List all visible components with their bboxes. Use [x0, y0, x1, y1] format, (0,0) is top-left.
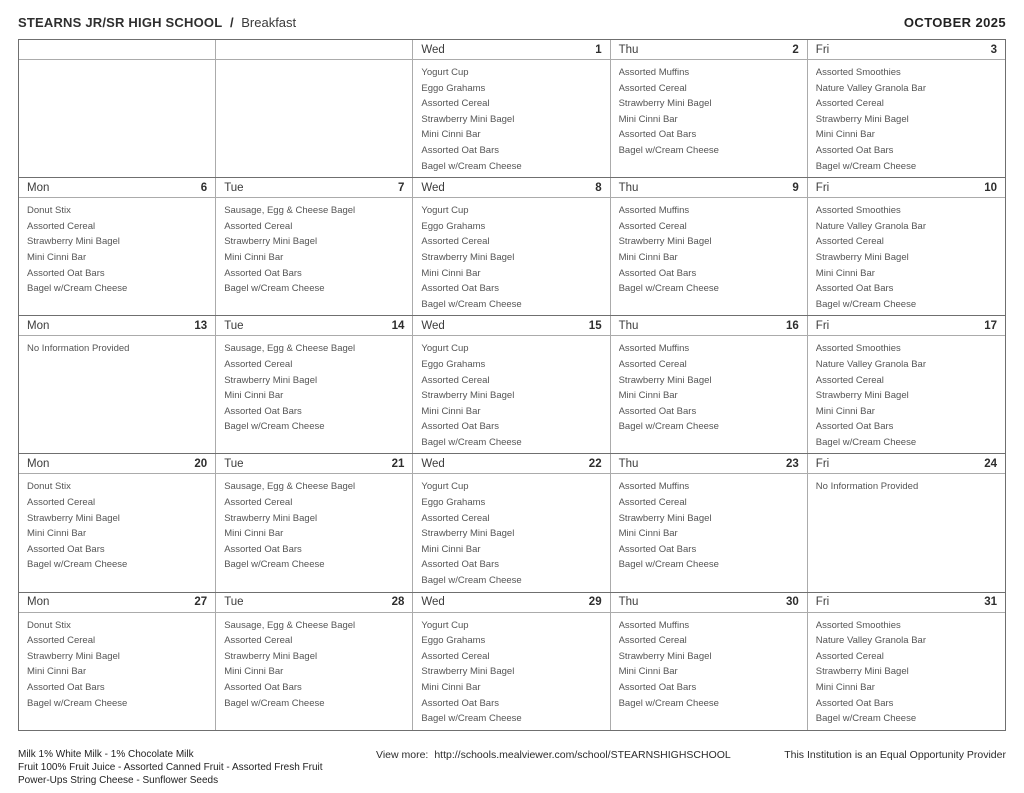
menu-item: Mini Cinni Bar — [618, 113, 678, 125]
week-row — [19, 177, 1005, 315]
menu-list — [808, 198, 1005, 315]
footer-legend-powerups: Power-Ups String Cheese - Sunflower Seeds — [18, 774, 219, 786]
day-header — [19, 454, 215, 474]
day-header — [611, 40, 807, 60]
day-cell-mon-20 — [19, 454, 216, 591]
menu-item: Assorted Cereal — [421, 374, 490, 386]
menu-item: Assorted Cereal — [815, 236, 884, 248]
day-date: 15 — [588, 319, 602, 332]
menu-item: Bagel w/Cream Cheese — [421, 713, 522, 725]
menu-item: Assorted Smoothies — [815, 205, 901, 217]
day-date: 7 — [397, 181, 405, 194]
menu-list — [216, 198, 412, 300]
day-cell-fri-3 — [808, 40, 1005, 177]
menu-item: Eggo Grahams — [421, 82, 486, 94]
menu-item: Bagel w/Cream Cheese — [815, 713, 917, 725]
menu-list — [611, 60, 807, 162]
menu-item: Bagel w/Cream Cheese — [27, 559, 128, 571]
menu-item: Assorted Oat Bars — [618, 543, 697, 555]
menu-item: Assorted Oat Bars — [815, 283, 894, 295]
menu-list — [19, 613, 215, 715]
menu-item: Assorted Muffins — [618, 343, 690, 355]
day-cell-thu-16 — [611, 316, 808, 453]
menu-item: Strawberry Mini Bagel — [421, 666, 515, 678]
menu-item: Mini Cinni Bar — [224, 528, 284, 540]
day-date: 28 — [391, 596, 405, 609]
day-name: Thu — [618, 457, 639, 470]
day-header — [413, 178, 609, 198]
day-name: Wed — [421, 181, 445, 194]
menu-item: Strawberry Mini Bagel — [618, 374, 712, 386]
menu-item: Donut Stix — [27, 205, 71, 217]
menu-item: Yogurt Cup — [421, 343, 469, 355]
menu-item: Assorted Cereal — [618, 220, 687, 232]
menu-item: Assorted Cereal — [421, 512, 490, 524]
menu-item: Mini Cinni Bar — [27, 528, 87, 540]
menu-item: Assorted Oat Bars — [618, 405, 697, 417]
day-cell-thu-2 — [611, 40, 808, 177]
day-header — [216, 316, 412, 336]
week-row — [19, 40, 1005, 177]
menu-item: Mini Cinni Bar — [27, 666, 87, 678]
menu-item: Assorted Oat Bars — [27, 682, 105, 693]
menu-item: Sausage, Egg & Cheese Bagel — [224, 619, 356, 631]
day-header — [413, 40, 609, 60]
menu-item: Strawberry Mini Bagel — [421, 390, 515, 402]
menu-item: Strawberry Mini Bagel — [815, 113, 909, 125]
menu-item: Nature Valley Granola Bar — [815, 82, 926, 94]
menu-item: Strawberry Mini Bagel — [618, 512, 712, 524]
menu-item: Mini Cinni Bar — [421, 405, 481, 417]
day-cell-tue-28 — [216, 593, 413, 730]
menu-item: Strawberry Mini Bagel — [815, 251, 909, 263]
week-row — [19, 592, 1005, 730]
menu-list — [413, 60, 609, 177]
day-name: Tue — [224, 181, 244, 194]
day-cell-tue-14 — [216, 316, 413, 453]
menu-item: Mini Cinni Bar — [815, 129, 875, 141]
day-cell-wed-22 — [413, 454, 610, 591]
week-row — [19, 315, 1005, 453]
day-cell-wed-15 — [413, 316, 610, 453]
day-name: Fri — [815, 319, 830, 332]
day-date: 10 — [984, 181, 997, 194]
menu-item: Assorted Oat Bars — [815, 144, 894, 156]
menu-item: Assorted Cereal — [27, 497, 96, 509]
menu-item: Assorted Cereal — [618, 635, 687, 647]
day-name: Tue — [224, 319, 244, 332]
day-name: Fri — [815, 181, 830, 194]
menu-item: Mini Cinni Bar — [815, 405, 875, 417]
menu-item: Strawberry Mini Bagel — [815, 390, 909, 402]
menu-item: Eggo Grahams — [421, 220, 486, 232]
menu-item: Strawberry Mini Bagel — [27, 512, 120, 524]
menu-item: Donut Stix — [27, 481, 71, 493]
menu-item: Bagel w/Cream Cheese — [224, 283, 325, 295]
menu-item: Strawberry Mini Bagel — [224, 236, 318, 248]
day-header — [216, 178, 412, 198]
menu-item: Assorted Oat Bars — [224, 682, 302, 693]
menu-item: Assorted Oat Bars — [618, 267, 697, 279]
day-header — [808, 40, 1005, 60]
menu-item: Yogurt Cup — [421, 481, 469, 493]
day-header — [413, 316, 609, 336]
menu-list — [19, 60, 215, 68]
title-separator: / — [229, 15, 234, 30]
menu-item: No Information Provided — [815, 481, 919, 493]
footer-legend-fruit: Fruit 100% Fruit Juice - Assorted Canned Fruit - Assorted Fresh Fruit — [18, 761, 323, 773]
day-name: Wed — [421, 457, 445, 470]
menu-item: Strawberry Mini Bagel — [224, 650, 318, 662]
day-name: Wed — [421, 319, 445, 332]
menu-item: Strawberry Mini Bagel — [618, 650, 712, 662]
menu-item: Strawberry Mini Bagel — [421, 528, 515, 540]
day-header — [216, 454, 412, 474]
day-date: 24 — [984, 457, 997, 470]
menu-list — [611, 474, 807, 576]
menu-list — [413, 336, 609, 453]
day-cell-thu-9 — [611, 178, 808, 315]
menu-item: Mini Cinni Bar — [421, 129, 481, 141]
menu-item: Mini Cinni Bar — [27, 251, 87, 263]
menu-list — [216, 336, 412, 438]
menu-item: Assorted Cereal — [224, 358, 293, 370]
menu-item: Assorted Oat Bars — [618, 129, 697, 141]
menu-item: Assorted Cereal — [224, 635, 293, 647]
menu-item: Strawberry Mini Bagel — [27, 236, 120, 248]
day-cell-tue-21 — [216, 454, 413, 591]
menu-item: Assorted Oat Bars — [618, 682, 697, 693]
menu-item: Nature Valley Granola Bar — [815, 220, 926, 232]
menu-item: Bagel w/Cream Cheese — [815, 436, 917, 448]
month-title: OCTOBER 2025 — [903, 15, 1006, 30]
menu-item: Nature Valley Granola Bar — [815, 635, 926, 647]
menu-item: Mini Cinni Bar — [618, 666, 678, 678]
menu-item: Bagel w/Cream Cheese — [815, 298, 917, 310]
menu-item: Assorted Oat Bars — [421, 144, 500, 156]
day-name: Fri — [815, 457, 830, 470]
menu-item: Assorted Muffins — [618, 619, 690, 631]
menu-item: Assorted Oat Bars — [224, 543, 302, 555]
day-cell-mon-6 — [19, 178, 216, 315]
menu-item: Bagel w/Cream Cheese — [618, 697, 719, 709]
day-cell-empty — [216, 40, 413, 177]
menu-list — [19, 198, 215, 300]
day-header — [611, 454, 807, 474]
day-date: 16 — [786, 319, 799, 332]
menu-item: Bagel w/Cream Cheese — [27, 697, 128, 709]
menu-item: Assorted Muffins — [618, 67, 690, 78]
menu-item: Nature Valley Granola Bar — [815, 358, 926, 370]
meal-name: Breakfast — [241, 15, 297, 30]
menu-list — [19, 474, 215, 576]
day-date: 6 — [200, 181, 208, 194]
menu-item: Yogurt Cup — [421, 67, 469, 78]
menu-item: Eggo Grahams — [421, 358, 486, 370]
day-header — [611, 178, 807, 198]
menu-list — [216, 60, 412, 68]
day-date: 31 — [984, 596, 997, 609]
day-date: 21 — [391, 457, 405, 470]
menu-item: Assorted Smoothies — [815, 343, 901, 355]
menu-item: Assorted Muffins — [618, 481, 690, 493]
menu-item: Strawberry Mini Bagel — [224, 512, 318, 524]
day-date: 29 — [588, 596, 602, 609]
menu-item: Assorted Oat Bars — [421, 697, 500, 709]
day-cell-thu-23 — [611, 454, 808, 591]
day-cell-mon-13 — [19, 316, 216, 453]
menu-item: Assorted Cereal — [27, 220, 96, 232]
menu-item: Assorted Cereal — [27, 635, 96, 647]
day-cell-empty — [19, 40, 216, 177]
day-header — [611, 316, 807, 336]
menu-item: Assorted Cereal — [224, 220, 293, 232]
menu-item: Mini Cinni Bar — [421, 267, 481, 279]
day-header — [19, 316, 215, 336]
day-name: Thu — [618, 43, 639, 56]
menu-item: Assorted Oat Bars — [421, 283, 500, 295]
menu-item: Assorted Muffins — [618, 205, 690, 217]
day-header — [611, 593, 807, 613]
calendar-grid — [18, 39, 1006, 731]
menu-item: Bagel w/Cream Cheese — [618, 144, 719, 156]
menu-item: Assorted Oat Bars — [27, 543, 105, 555]
menu-item: Bagel w/Cream Cheese — [421, 160, 522, 172]
day-name: Mon — [27, 596, 50, 609]
day-name: Thu — [618, 596, 639, 609]
day-cell-fri-17 — [808, 316, 1005, 453]
menu-item: Assorted Oat Bars — [421, 421, 500, 433]
menu-item: Eggo Grahams — [421, 497, 486, 509]
menu-item: Mini Cinni Bar — [618, 390, 678, 402]
day-cell-fri-31 — [808, 593, 1005, 730]
view-more-label: View more: — [376, 748, 429, 761]
day-date: 23 — [786, 457, 799, 470]
day-cell-fri-10 — [808, 178, 1005, 315]
menu-item: Bagel w/Cream Cheese — [421, 298, 522, 310]
day-date: 30 — [786, 596, 799, 609]
page-footer — [18, 731, 1006, 793]
week-row — [19, 453, 1005, 591]
day-header — [216, 593, 412, 613]
menu-item: Strawberry Mini Bagel — [618, 236, 712, 248]
menu-item: Bagel w/Cream Cheese — [618, 421, 719, 433]
menu-item: Bagel w/Cream Cheese — [421, 575, 522, 587]
menu-item: Mini Cinni Bar — [618, 528, 678, 540]
menu-item: Assorted Oat Bars — [224, 267, 302, 279]
menu-item: Bagel w/Cream Cheese — [224, 421, 325, 433]
school-name: STEARNS JR/SR HIGH SCHOOL — [18, 15, 223, 30]
day-name: Wed — [421, 43, 445, 56]
menu-item: Yogurt Cup — [421, 619, 469, 631]
day-header — [19, 178, 215, 198]
day-name: Mon — [27, 319, 50, 332]
day-name: Thu — [618, 319, 639, 332]
menu-item: Strawberry Mini Bagel — [224, 374, 318, 386]
menu-item: Assorted Cereal — [815, 98, 884, 110]
menu-item: Assorted Oat Bars — [421, 559, 500, 571]
menu-item: Yogurt Cup — [421, 205, 469, 217]
menu-list — [216, 474, 412, 576]
menu-list — [611, 336, 807, 438]
menu-item: Assorted Cereal — [421, 236, 490, 248]
menu-item: Donut Stix — [27, 619, 71, 631]
equal-opportunity-notice: This Institution is an Equal Opportunity Provider — [784, 748, 1006, 761]
day-header — [808, 178, 1005, 198]
menu-item: Assorted Oat Bars — [224, 405, 302, 417]
menu-list — [611, 198, 807, 300]
view-more — [376, 748, 731, 761]
view-more-url: http://schools.mealviewer.com/school/STEARNSHIGHSCHOOL — [434, 748, 731, 761]
menu-item: Bagel w/Cream Cheese — [27, 283, 128, 295]
menu-item: Bagel w/Cream Cheese — [815, 160, 917, 172]
day-date: 9 — [792, 181, 799, 194]
day-cell-fri-24 — [808, 454, 1005, 591]
menu-item: Assorted Oat Bars — [815, 421, 894, 433]
footer-legend-milk: Milk 1% White Milk - 1% Chocolate Milk — [18, 748, 194, 760]
menu-item: Mini Cinni Bar — [224, 251, 284, 263]
menu-list — [413, 198, 609, 315]
menu-list — [808, 336, 1005, 453]
day-header — [808, 454, 1005, 474]
day-name: Thu — [618, 181, 639, 194]
menu-item: No Information Provided — [27, 343, 130, 355]
day-date: 14 — [391, 319, 405, 332]
day-cell-wed-8 — [413, 178, 610, 315]
menu-item: Strawberry Mini Bagel — [421, 251, 515, 263]
menu-item: Assorted Cereal — [618, 497, 687, 509]
day-name: Fri — [815, 596, 830, 609]
menu-item: Strawberry Mini Bagel — [421, 113, 515, 125]
menu-list — [611, 613, 807, 715]
day-name: Fri — [815, 43, 830, 56]
menu-item: Assorted Cereal — [421, 650, 490, 662]
day-date: 2 — [792, 43, 799, 56]
menu-item: Mini Cinni Bar — [421, 543, 481, 555]
menu-list — [808, 474, 1005, 498]
day-name: Tue — [224, 457, 244, 470]
page-header — [18, 0, 1006, 39]
menu-item: Mini Cinni Bar — [224, 390, 284, 402]
menu-item: Assorted Cereal — [815, 650, 884, 662]
menu-item: Mini Cinni Bar — [618, 251, 678, 263]
menu-item: Bagel w/Cream Cheese — [224, 697, 325, 709]
day-date: 27 — [194, 596, 208, 609]
menu-list — [19, 336, 215, 360]
menu-item: Mini Cinni Bar — [815, 267, 875, 279]
day-name: Wed — [421, 596, 445, 609]
day-header — [216, 40, 412, 60]
menu-item: Assorted Smoothies — [815, 619, 901, 631]
menu-item: Strawberry Mini Bagel — [618, 98, 712, 110]
day-header — [19, 593, 215, 613]
menu-item: Bagel w/Cream Cheese — [618, 283, 719, 295]
day-cell-mon-27 — [19, 593, 216, 730]
day-cell-thu-30 — [611, 593, 808, 730]
day-header — [808, 316, 1005, 336]
menu-item: Mini Cinni Bar — [421, 682, 481, 693]
menu-item: Mini Cinni Bar — [224, 666, 284, 678]
day-name: Mon — [27, 457, 50, 470]
menu-item: Strawberry Mini Bagel — [815, 666, 909, 678]
menu-list — [808, 613, 1005, 730]
menu-item: Assorted Oat Bars — [815, 697, 894, 709]
menu-item: Bagel w/Cream Cheese — [421, 436, 522, 448]
day-date: 22 — [588, 457, 602, 470]
day-name: Mon — [27, 181, 50, 194]
day-cell-wed-1 — [413, 40, 610, 177]
menu-list — [413, 474, 609, 591]
menu-list — [216, 613, 412, 715]
day-cell-tue-7 — [216, 178, 413, 315]
day-header — [413, 454, 609, 474]
school-meal-title — [18, 15, 296, 30]
day-header — [808, 593, 1005, 613]
menu-item: Assorted Cereal — [224, 497, 293, 509]
day-date: 20 — [194, 457, 208, 470]
day-date: 3 — [990, 43, 997, 56]
menu-item: Assorted Cereal — [815, 374, 884, 386]
day-date: 17 — [984, 319, 997, 332]
day-header — [413, 593, 609, 613]
menu-item: Assorted Cereal — [421, 98, 490, 110]
menu-item: Sausage, Egg & Cheese Bagel — [224, 205, 356, 217]
menu-item: Strawberry Mini Bagel — [27, 650, 120, 662]
menu-item: Assorted Cereal — [618, 358, 687, 370]
menu-item: Eggo Grahams — [421, 635, 486, 647]
menu-item: Bagel w/Cream Cheese — [224, 559, 325, 571]
menu-list — [413, 613, 609, 730]
menu-item: Bagel w/Cream Cheese — [618, 559, 719, 571]
day-cell-wed-29 — [413, 593, 610, 730]
menu-item: Mini Cinni Bar — [815, 682, 875, 693]
menu-item: Assorted Smoothies — [815, 67, 901, 78]
menu-item: Assorted Cereal — [618, 82, 687, 94]
day-name: Tue — [224, 596, 244, 609]
day-date: 13 — [194, 319, 208, 332]
footer-legend — [18, 748, 323, 787]
day-date: 1 — [595, 43, 602, 56]
menu-item: Assorted Oat Bars — [27, 267, 105, 279]
menu-list — [808, 60, 1005, 177]
day-date: 8 — [595, 181, 602, 194]
day-header — [19, 40, 215, 60]
menu-item: Sausage, Egg & Cheese Bagel — [224, 343, 356, 355]
menu-item: Sausage, Egg & Cheese Bagel — [224, 481, 356, 493]
